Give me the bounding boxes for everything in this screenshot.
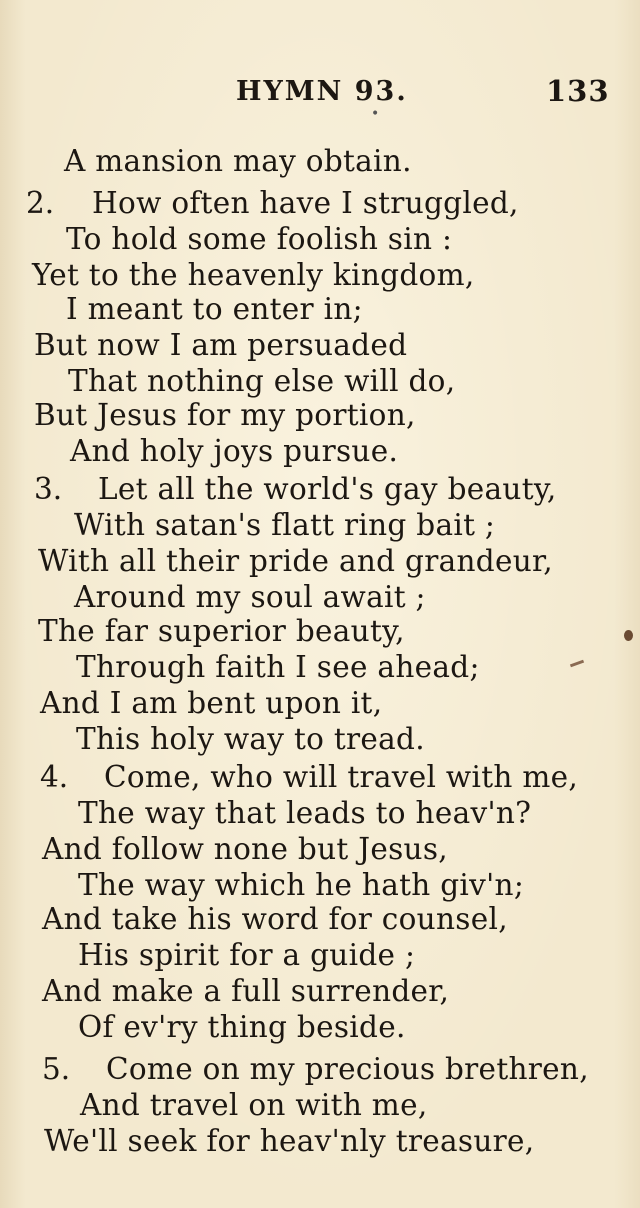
verse-line: But now I am persuaded — [34, 328, 408, 362]
verse-line: A mansion may obtain. — [64, 144, 412, 178]
verse-line: The way which he hath giv'n; — [78, 868, 525, 902]
verse-line: And I am bent upon it, — [40, 686, 383, 720]
verse-number: 5. — [42, 1052, 71, 1086]
ink-mark-icon — [570, 660, 584, 668]
verse-number: 2. — [26, 186, 55, 220]
verse-number: 3. — [34, 472, 63, 506]
page-header — [0, 76, 640, 116]
verse-line: Yet to the heavenly kingdom, — [32, 258, 475, 292]
verse-line: That nothing else will do, — [68, 364, 456, 398]
verse-line: But Jesus for my portion, — [34, 398, 416, 432]
verse-line: Of ev'ry thing beside. — [78, 1010, 406, 1044]
verse-line: I meant to enter in; — [66, 292, 363, 326]
verse-line: And holy joys pursue. — [70, 434, 399, 468]
verse-line: We'll seek for heav'nly treasure, — [44, 1124, 535, 1158]
verse-line: With all their pride and grandeur, — [38, 544, 553, 578]
verse-line: To hold some foolish sin : — [66, 222, 453, 256]
verse-line: With satan's flatt ring bait ; — [74, 508, 496, 542]
verse-line: And follow none but Jesus, — [42, 832, 448, 866]
verse-line: His spirit for a guide ; — [78, 938, 416, 972]
verse-line: This holy way to tread. — [76, 722, 425, 756]
verse-line: Let all the world's gay beauty, — [98, 472, 557, 506]
verse-line: Come on my precious brethren, — [106, 1052, 589, 1086]
verse-number: 4. — [40, 760, 69, 794]
page-number: 133 — [546, 74, 610, 108]
verse-line: The far superior beauty, — [38, 614, 405, 648]
verse-line: Come, who will travel with me, — [104, 760, 579, 794]
verse-line: Around my soul await ; — [74, 580, 426, 614]
verse-line: The way that leads to heav'n? — [78, 796, 532, 830]
verse-line: And travel on with me, — [80, 1088, 428, 1122]
verse-line: Through faith I see ahead; — [76, 650, 480, 684]
verse-line: And make a full surrender, — [42, 974, 450, 1008]
verse-line: And take his word for counsel, — [42, 902, 508, 936]
verse-line: How often have I struggled, — [92, 186, 519, 220]
running-title: HYMN 93. — [236, 76, 408, 107]
ink-speck-icon — [624, 630, 633, 641]
ornament-dot-icon: • — [371, 106, 380, 122]
